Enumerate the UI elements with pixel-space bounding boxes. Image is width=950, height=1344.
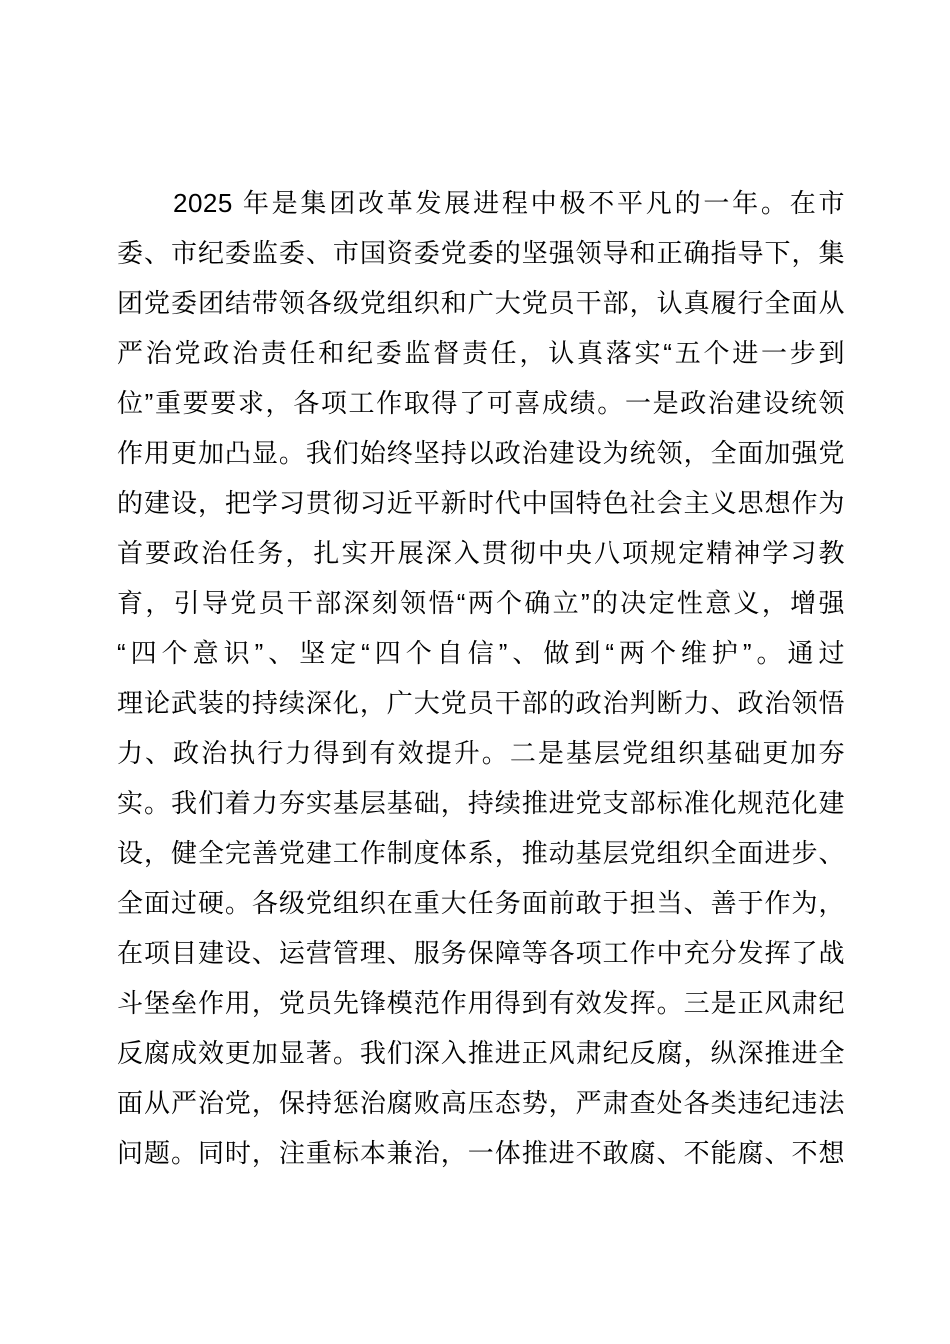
text-line: 严治党政治责任和纪委监督责任，认真落实“五个进一步到 xyxy=(117,338,845,368)
text-line: 全面过硬。各级党组织在重大任务面前敢于担当、善于作为， xyxy=(117,888,845,918)
text-line: 位”重要要求，各项工作取得了可喜成绩。一是政治建设统领 xyxy=(117,388,845,418)
text-line: 委、市纪委监委、市国资委党委的坚强领导和正确指导下，集 xyxy=(117,238,845,268)
text-line: 理论武装的持续深化，广大党员干部的政治判断力、政治领悟 xyxy=(117,688,845,718)
text-line: 设，健全完善党建工作制度体系，推动基层党组织全面进步、 xyxy=(117,838,845,868)
text-line: 实。我们着力夯实基层基础，持续推进党支部标准化规范化建 xyxy=(117,788,845,818)
text-line: 斗堡垒作用，党员先锋模范作用得到有效发挥。三是正风肃纪 xyxy=(117,988,845,1018)
text-line: “四个意识”、坚定“四个自信”、做到“两个维护”。通过 xyxy=(117,638,845,668)
text-line: 力、政治执行力得到有效提升。二是基层党组织基础更加夯 xyxy=(117,738,845,768)
text-line: 面从严治党，保持惩治腐败高压态势，严肃查处各类违纪违法 xyxy=(117,1088,845,1118)
text-line: 作用更加凸显。我们始终坚持以政治建设为统领，全面加强党 xyxy=(117,438,845,468)
text-line: 的建设，把学习贯彻习近平新时代中国特色社会主义思想作为 xyxy=(117,488,845,518)
text-line: 2025 年是集团改革发展进程中极不平凡的一年。在市 xyxy=(173,188,845,218)
text-line: 问题。同时，注重标本兼治，一体推进不敢腐、不能腐、不想 xyxy=(117,1138,845,1168)
paragraph-body xyxy=(117,178,845,1178)
text-line: 在项目建设、运营管理、服务保障等各项工作中充分发挥了战 xyxy=(117,938,845,968)
text-line: 育，引导党员干部深刻领悟“两个确立”的决定性意义，增强 xyxy=(117,588,845,618)
text-line: 反腐成效更加显著。我们深入推进正风肃纪反腐，纵深推进全 xyxy=(117,1038,845,1068)
text-line: 首要政治任务，扎实开展深入贯彻中央八项规定精神学习教 xyxy=(117,538,845,568)
text-line: 团党委团结带领各级党组织和广大党员干部，认真履行全面从 xyxy=(117,288,845,318)
